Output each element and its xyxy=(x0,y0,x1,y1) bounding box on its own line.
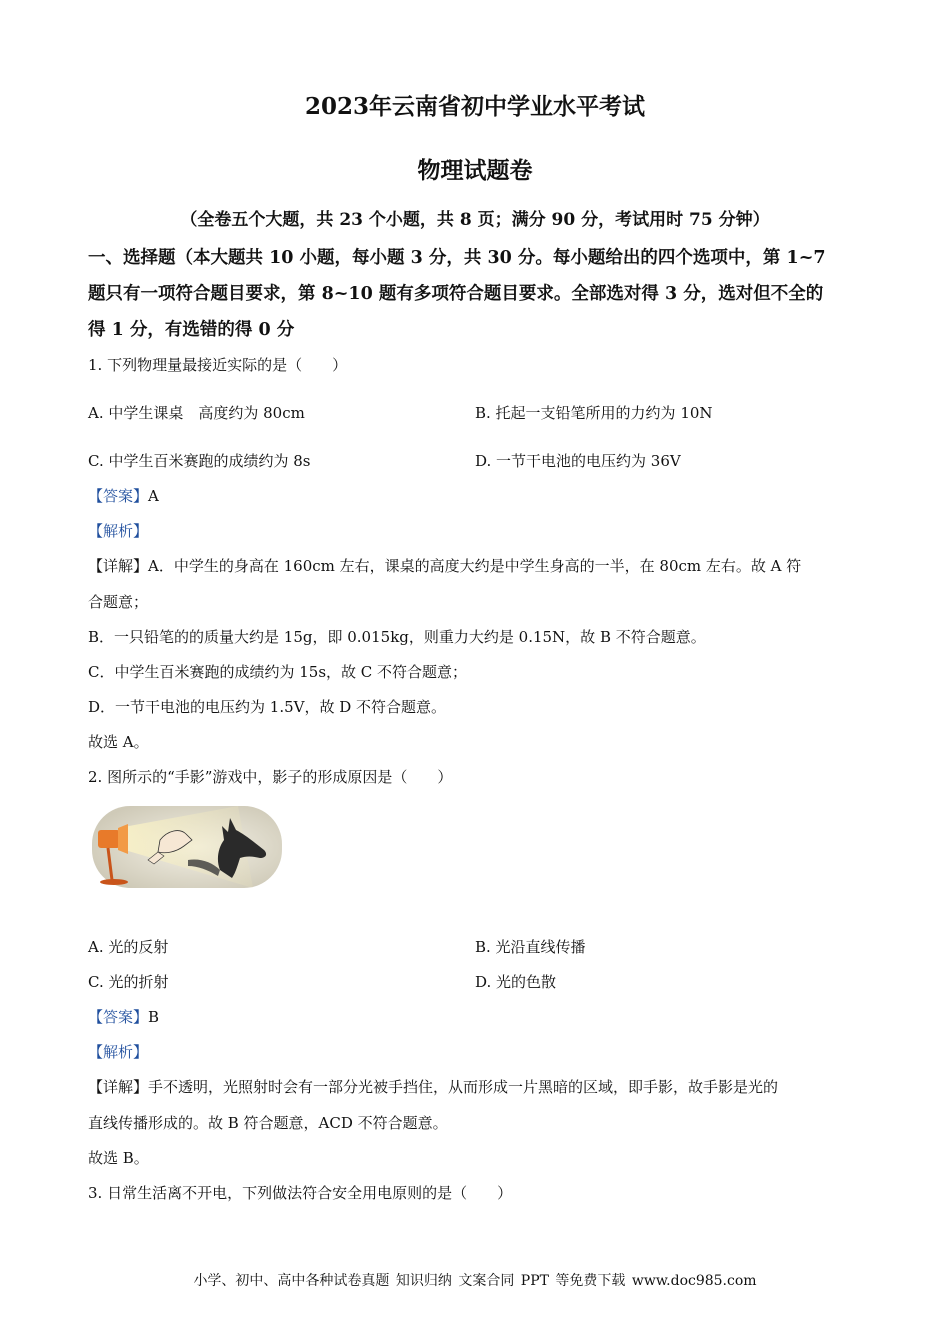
q2-answer xyxy=(88,1006,159,1027)
answer-tag: 【答案】 xyxy=(88,487,149,505)
q2-detail-line-1 xyxy=(88,1076,778,1097)
q1-detail-line-6: 故选 A。 xyxy=(88,733,149,751)
q1-detail-line-4: C．中学生百米赛跑的成绩约为 15s，故 C 不符合题意； xyxy=(88,663,468,681)
q1-option-a: A. 中学生课桌 高度约为 80cm xyxy=(88,404,305,422)
q1-stem: 1. 下列物理量最接近实际的是（ ） xyxy=(88,356,348,374)
hand-shadow-illustration xyxy=(88,800,286,892)
exam-note: （全卷五个大题，共 23 个小题，共 8 页；满分 90 分，考试用时 75 分钟） xyxy=(180,210,770,230)
q3-stem: 3. 日常生活离不开电，下列做法符合安全用电原则的是（ ） xyxy=(88,1184,513,1202)
lamp-shade xyxy=(118,824,128,854)
q2-detail-line-3: 故选 B。 xyxy=(88,1149,149,1167)
section-heading-line-1: 一、选择题（本大题共 10 小题，每小题 3 分，共 30 分。每小题给出的四个选项中，第 1~7 xyxy=(88,248,826,268)
q1-answer-value: A xyxy=(148,487,159,505)
page-footer: 小学、初中、高中各种试卷真题 知识归纳 文案合同 PPT 等免费下载 www.doc985.com xyxy=(193,1273,757,1289)
q2-option-b: B. 光沿直线传播 xyxy=(475,938,586,956)
q2-detail-line-2: 直线传播形成的。故 B 符合题意，ACD 不符合题意。 xyxy=(88,1114,448,1132)
q1-detail-line-3: B．一只铅笔的的质量大约是 15g，即 0.015kg，则重力大约是 0.15N，故 B 不符合题意。 xyxy=(88,628,706,646)
section-heading-line-3: 得 1 分，有选错的得 0 分 xyxy=(88,320,295,340)
q1-detail-line-1 xyxy=(88,555,801,576)
q2-option-d: D. 光的色散 xyxy=(475,973,557,991)
q1-option-d: D. 一节干电池的电压约为 36V xyxy=(475,452,681,470)
q2-option-a: A. 光的反射 xyxy=(88,938,169,956)
q1-answer xyxy=(88,485,159,506)
lamp-base xyxy=(100,879,128,885)
q2-answer-value: B xyxy=(148,1008,160,1026)
q2-option-c: C. 光的折射 xyxy=(88,973,169,991)
q1-detail-line-5: D．一节干电池的电压约为 1.5V，故 D 不符合题意。 xyxy=(88,698,447,716)
exam-title: 2023年云南省初中学业水平考试 xyxy=(304,93,645,120)
section-heading-line-2: 题只有一项符合题目要求，第 8~10 题有多项符合题目要求。全部选对得 3 分，选对但不全的 xyxy=(88,284,824,304)
q2-detail-text: 手不透明，光照射时会有一部分光被手挡住，从而形成一片黑暗的区域，即手影，故手影是光的 xyxy=(148,1078,779,1096)
q1-option-b: B. 托起一支铅笔所用的力约为 10N xyxy=(475,404,713,422)
exam-subtitle: 物理试题卷 xyxy=(417,157,533,184)
detail-tag: 【详解】 xyxy=(88,557,149,575)
q1-option-c: C. 中学生百米赛跑的成绩约为 8s xyxy=(88,452,311,470)
answer-tag: 【答案】 xyxy=(88,1008,149,1026)
q2-stem: 2. 图所示的“手影”游戏中，影子的形成原因是（ ） xyxy=(88,768,453,786)
lamp-head-icon xyxy=(98,830,120,848)
q2-analysis-tag: 【解析】 xyxy=(88,1043,149,1061)
q1-analysis-tag: 【解析】 xyxy=(88,522,149,540)
q1-detail-line-2: 合题意； xyxy=(88,593,149,611)
detail-tag: 【详解】 xyxy=(88,1078,149,1096)
q1-detail-text: A．中学生的身高在 160cm 左右，课桌的高度大约是中学生身高的一半，在 80cm 左右。故 A 符 xyxy=(148,557,802,575)
